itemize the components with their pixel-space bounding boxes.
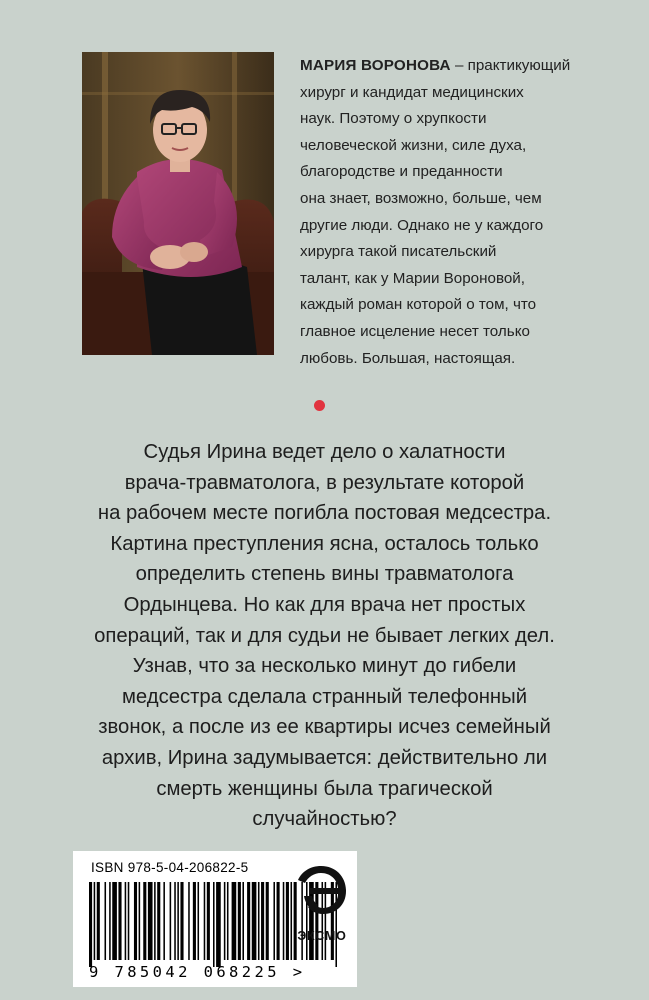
isbn-label: ISBN 978-5-04-206822-5 [91,860,249,875]
bio-line: человеческой жизни, силе духа, [300,136,527,154]
annotation-line: случайностью? [252,808,397,831]
publisher-name: ЭКСМО [297,929,347,943]
bio-line: каждый роман которой о том, что [300,296,537,314]
book-annotation [0,437,649,835]
annotation-line: медсестра сделала странный телефонный [121,685,528,708]
annotation-line: операций, так и для судьи не бывает легких дел. [94,624,555,647]
separator-dot [314,400,325,411]
bio-line: талант, как у Марии Вороновой, [300,269,525,287]
bio-line: хирурга такой писательский [300,243,497,261]
annotation-line: смерть женщины была трагической [156,777,493,800]
author-photo [82,52,274,355]
bio-line: хирург и кандидат медицинских [300,83,524,101]
bio-line: она знает, возможно, больше, чем [300,189,542,207]
annotation-line: на рабочем месте погибла постовая медсестра. [97,502,552,525]
author-portrait-image [82,52,274,355]
annotation-line: Узнав, что за несколько минут до гибели [132,655,517,678]
author-bio [300,53,600,372]
annotation-line: Судья Ирина ведет дело о халатности [143,441,506,463]
bio-line-0-rest: – практикующий [450,57,571,74]
annotation-line: звонок, а после из ее квартиры исчез семейный [98,716,551,739]
annotation-line: врача-травматолога, в результате которой [124,471,525,494]
annotation-line: Картина преступления ясна, осталось только [110,532,539,555]
bio-line: любовь. Большая, настоящая. [300,349,516,367]
barcode-digits: 9 785042 068225 > [89,963,306,981]
bio-line-0 [300,53,600,80]
author-name: МАРИЯ ВОРОНОВА [300,57,451,74]
annotation-line: определить степень вины травматолога [135,563,514,586]
annotation-line: Ордынцева. Но как для врача нет простых [123,593,526,616]
bio-line: благородстве и преданности [300,163,503,181]
bio-line: главное исцеление несет только [300,322,530,340]
bio-line: наук. Поэтому о хрупкости [300,110,487,128]
annotation-line: архив, Ирина задумывается: действительно ли [101,746,548,769]
bio-line: другие люди. Однако не у каждого [300,216,544,234]
